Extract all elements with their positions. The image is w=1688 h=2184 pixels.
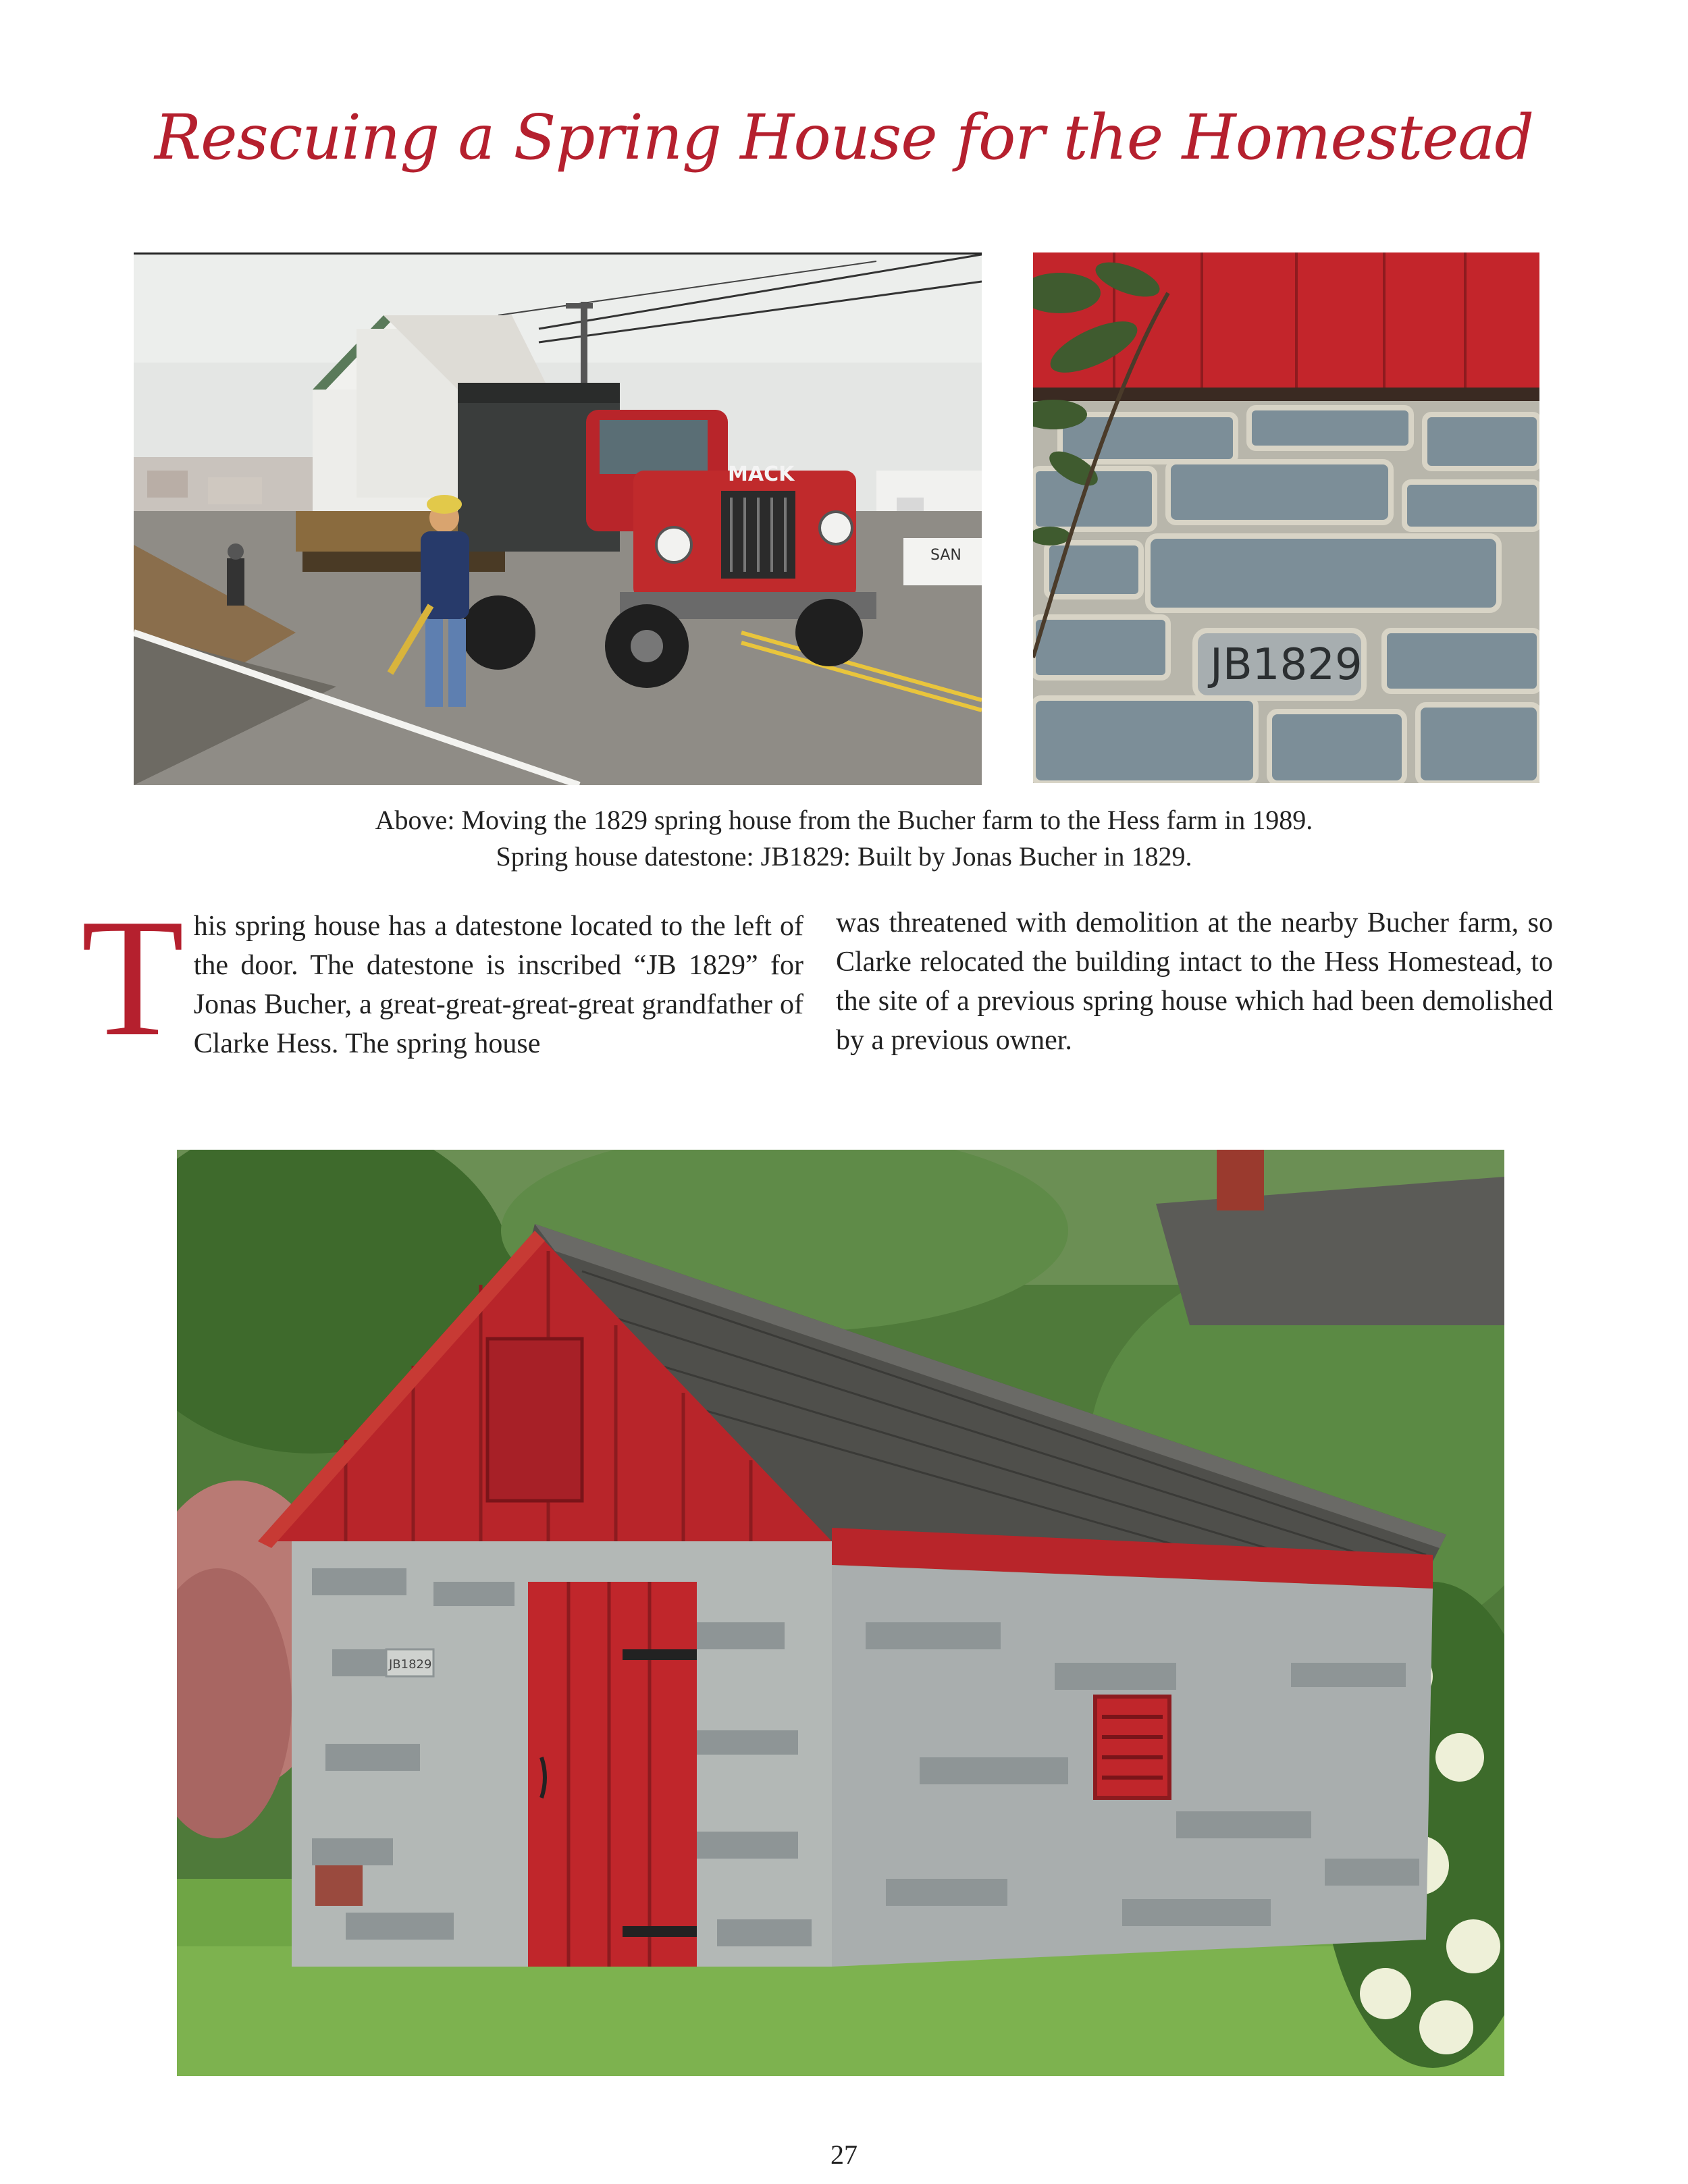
datestone-photo	[1033, 252, 1539, 783]
page-number: 27	[830, 2139, 858, 2170]
springhouse-datestone: JB1829	[389, 1657, 432, 1672]
page-title: Rescuing a Spring House for the Homestead	[154, 101, 1534, 174]
truck-moving-photo	[134, 252, 982, 785]
truck-sign-text: SAN	[930, 547, 961, 564]
spring-house-photo	[177, 1150, 1504, 2076]
body-text-left: his spring house has a datestone located to the left of the door. The datestone is inscribed “JB 1829” for Jonas Bucher, a great-great-great-great grandfather of Clarke Hess. The spring house	[193, 911, 803, 1059]
body-column-left	[81, 884, 803, 1071]
datestone-inscription: JB1829	[1210, 640, 1363, 690]
caption-line-1: Above: Moving the 1829 spring house from the Bucher farm to the Hess farm in 1989.	[375, 805, 1313, 835]
body-column-right: was threatened with demolition at the nearby Bucher farm, so Clarke relocated the building intact to the Hess Homestead, to the site of a previous spring house which had been demolished by a previous owner.	[836, 907, 1553, 1056]
caption-line-2: Spring house datestone: JB1829: Built by Jonas Bucher in 1829.	[496, 841, 1192, 872]
drop-cap: T	[81, 884, 184, 1071]
truck-grille-text: MACK	[728, 462, 795, 486]
